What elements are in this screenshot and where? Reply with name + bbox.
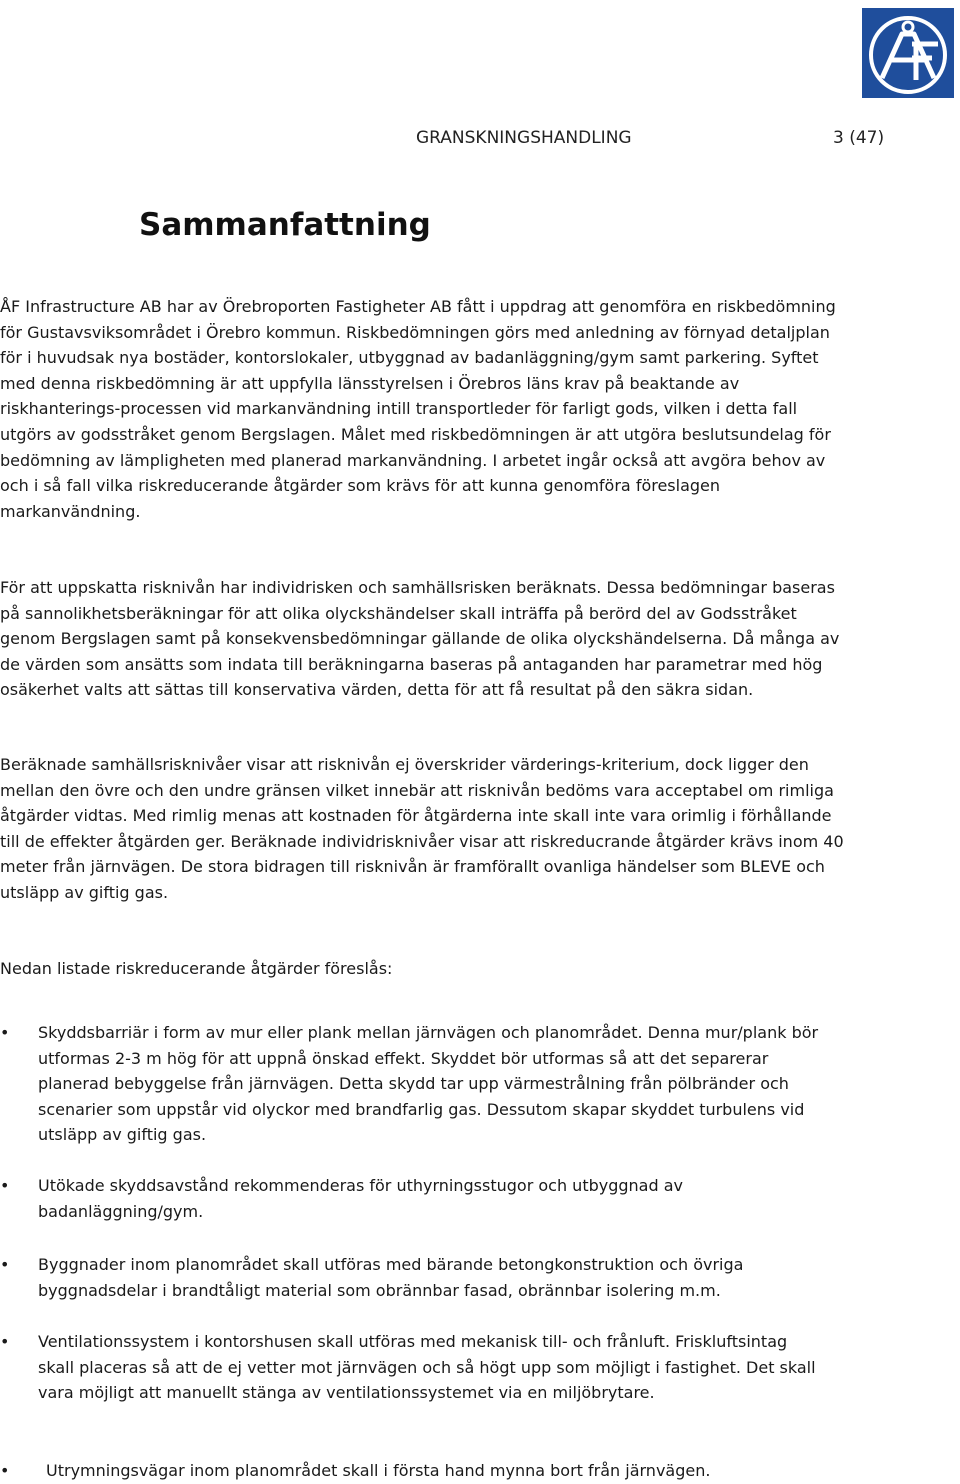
- bullet-icon: •: [0, 1461, 10, 1480]
- page-title: Sammanfattning: [139, 207, 431, 243]
- bullet-icon: •: [0, 1176, 10, 1195]
- list-item-text: Ventilationssystem i kontorshusen skall utföras med mekanisk till- och frånluft. Friskluftsintag skall placeras så att de ej vetter mot järnvägen och så högt upp som möjligt i fastighet. Det skall vara möjligt att manuellt stänga av ventilationssystemet via en miljöbrytare.: [38, 1332, 816, 1403]
- åf-logo-icon: [862, 8, 954, 98]
- paragraph-method: För att uppskatta risknivån har individrisken och samhällsrisken beräknats. Dessa bedömningar baseras på sannolikhetsberäkningar för att olika olyckshändelser skall inträffa på berörd del av Godsstråket genom Bergslagen samt på konsekvensbedömningar gällande de olika olyckshändelserna. Då många av de värden som ansätts som indata till beräkningarna baseras på antaganden har parametrar med hög osäkerhet valts att sättas till konservativa värden, detta för att få resultat på den säkra sidan.: [0, 578, 840, 700]
- list-item-text: Byggnader inom planområdet skall utföras med bärande betongkonstruktion och övriga byggnadsdelar i brandtåligt material som obrännbar fasad, obrännbar isolering m.m.: [38, 1255, 744, 1300]
- list-item-text: Utökade skyddsavstånd rekommenderas för uthyrningsstugor och utbyggnad av badanläggning/gym.: [38, 1176, 683, 1221]
- bullet-icon: •: [0, 1255, 10, 1274]
- page-number: 3 (47): [833, 128, 885, 148]
- list-item-text: Utrymningsvägar inom planområdet skall i första hand mynna bort från järnvägen.: [46, 1461, 711, 1480]
- list-item-text: Skyddsbarriär i form av mur eller plank mellan järnvägen och planområdet. Denna mur/plank bör utformas 2-3 m hög för att uppnå önskad effekt. Skyddet bör utformas så att det separerar planerad bebyggelse från järnvägen. Detta skydd tar upp värmestrålning från pölbränder och scenarier som uppstår vid olyckor med brandfarlig gas. Dessutom skapar skyddet turbulens vid utsläpp av giftig gas.: [38, 1023, 819, 1145]
- bullet-icon: •: [0, 1332, 10, 1351]
- paragraph-measures-intro: Nedan listade riskreducerande åtgärder föreslås:: [0, 959, 393, 978]
- åf-logo: [862, 8, 954, 98]
- bullet-icon: •: [0, 1023, 10, 1042]
- paragraph-results: Beräknade samhällsrisknivåer visar att risknivån ej överskrider värderings-kriterium, dock ligger den mellan den övre och den undre gränsen vilket innebär att risknivån bedöms vara acceptabel om rimliga åtgärder vidtas. Med rimlig menas att kostnaden för åtgärderna inte skall inte vara orimlig i förhållande till de effekter åtgärden ger. Beräknade individrisknivåer visar att riskreducrande åtgärder krävs inom 40 meter från järnvägen. De stora bidragen till risknivån är framförallt ovanliga händelser som BLEVE och utsläpp av giftig gas.: [0, 755, 844, 902]
- document-status: GRANSKNINGSHANDLING: [416, 128, 632, 148]
- paragraph-intro: ÅF Infrastructure AB har av Örebroporten Fastigheter AB fått i uppdrag att genomföra en riskbedömning för Gustavsviksområdet i Örebro kommun. Riskbedömningen görs med anledning av förnyad detaljplan för i huvudsak nya bostäder, kontorslokaler, utbyggnad av badanläggning/gym samt parkering. Syftet med denna riskbedömning är att uppfylla länsstyrelsen i Örebros läns krav på beaktande av riskhanterings-processen vid markanvändning intill transportleder för farligt gods, vilken i detta fall utgörs av godsstråket genom Bergslagen. Målet med riskbedömningen är att utgöra beslutsundelag för bedömning av lämpligheten med planerad markanvändning. I arbetet ingår också att avgöra behov av och i så fall vilka riskreducerande åtgärder som krävs för att kunna genomföra föreslagen markanvändning.: [0, 297, 836, 521]
